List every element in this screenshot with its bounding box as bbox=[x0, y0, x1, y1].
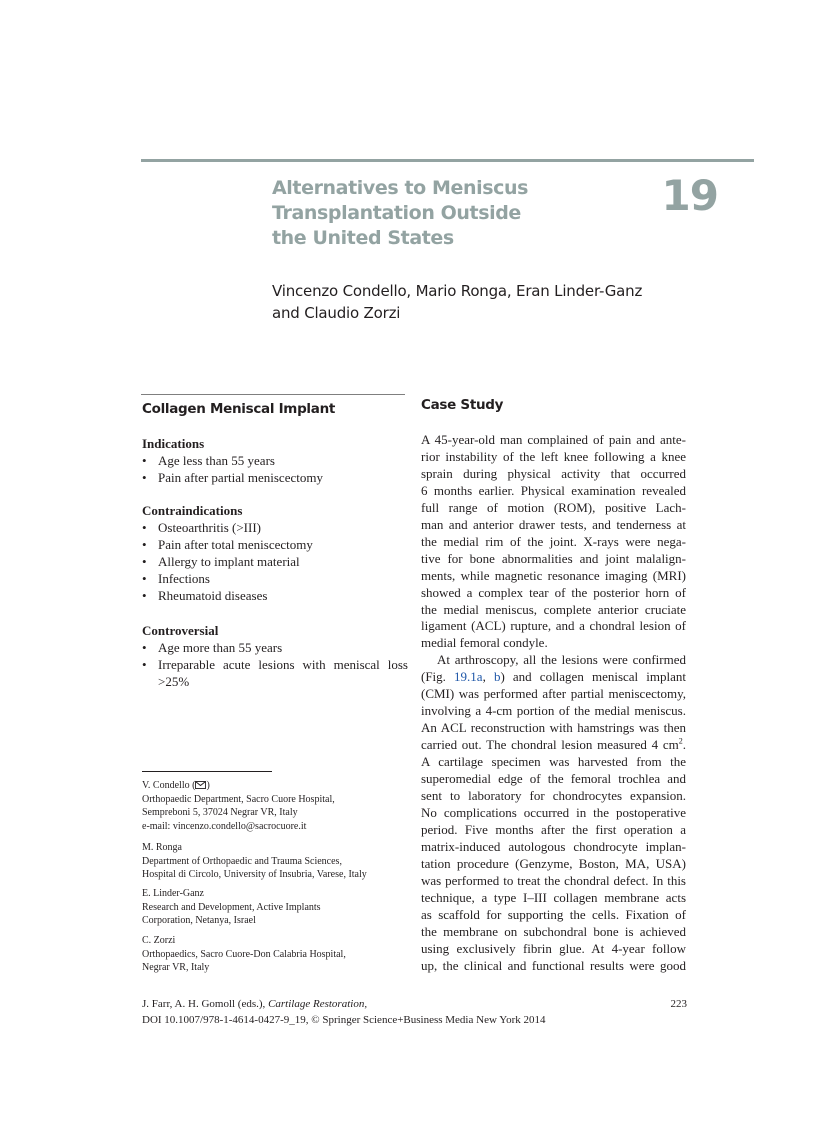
list-item-text: Pain after partial meniscectomy bbox=[158, 470, 323, 485]
text-line: tation procedure (Genzyme, Boston, MA, USA) bbox=[421, 855, 686, 871]
footnote-line: Hospital di Circolo, University of Insubria, Varese, Italy bbox=[142, 869, 367, 880]
controversial-list bbox=[142, 639, 408, 690]
envelope-icon[interactable] bbox=[195, 779, 206, 793]
case-study-heading: Case Study bbox=[421, 397, 504, 413]
text-line: technique, a type I–III collagen membrane acts bbox=[421, 889, 686, 905]
bullet-icon: • bbox=[142, 537, 147, 552]
text-line: rior instability of the left knee following a knee bbox=[421, 448, 686, 464]
text-line: An ACL reconstruction with hamstrings was then bbox=[421, 720, 686, 736]
chapter-title-line: Transplantation Outside bbox=[272, 202, 521, 224]
footer-citation bbox=[142, 996, 687, 1012]
controversial-group bbox=[142, 622, 408, 690]
footnote-line bbox=[142, 779, 417, 793]
text-line: ments, while magnetic resonance imaging (MRI) bbox=[421, 567, 686, 583]
list-item bbox=[142, 519, 408, 536]
list-item-text: Age more than 55 years bbox=[158, 640, 283, 655]
page-number: 223 bbox=[670, 998, 687, 1010]
list-item-text: Irreparable acute lesions with meniscal loss >25% bbox=[158, 657, 408, 689]
text-segment: , bbox=[482, 669, 494, 685]
footnote-line: Orthopaedic Department, Sacro Cuore Hospital, bbox=[142, 793, 335, 805]
text-line: 6 months earlier. Physical examination revealed bbox=[421, 482, 686, 498]
list-item bbox=[142, 452, 408, 469]
authors-line: and Claudio Zorzi bbox=[272, 304, 401, 322]
text-line: At arthroscopy, all the lesions were confirmed bbox=[437, 652, 686, 668]
footnote-line: Research and Development, Active Implants bbox=[142, 901, 321, 913]
bullet-icon: • bbox=[142, 470, 147, 485]
author-name: V. Condello ( bbox=[142, 780, 196, 791]
list-item bbox=[142, 570, 408, 587]
footnote-line: Orthopaedics, Sacro Cuore-Don Calabria Hospital, bbox=[142, 948, 346, 960]
list-item-text: Pain after total meniscectomy bbox=[158, 537, 313, 552]
list-item-text: Rheumatoid diseases bbox=[158, 588, 268, 603]
footnote-line: Negrar VR, Italy bbox=[142, 962, 210, 973]
bullet-icon: • bbox=[142, 520, 147, 535]
text-line: the medial rim of the joint. X-rays were nega- bbox=[421, 533, 686, 549]
text-line: using exclusively fibrin glue. At 4-year follow bbox=[421, 940, 686, 956]
list-item-text: Osteoarthritis (>III) bbox=[158, 520, 261, 535]
list-item bbox=[142, 553, 408, 570]
bullet-icon: • bbox=[142, 571, 147, 586]
bullet-icon: • bbox=[142, 588, 147, 603]
footnote-line: Department of Orthopaedic and Trauma Sciences, bbox=[142, 855, 342, 867]
chapter-title-line: the United States bbox=[272, 227, 454, 249]
footnote-line: Sempreboni 5, 37024 Negrar VR, Italy bbox=[142, 807, 298, 818]
footer-doi: DOI 10.1007/978-1-4614-0427-9_19, © Springer Science+Business Media New York 2014 bbox=[142, 1014, 546, 1026]
citation-book-title: Cartilage Restoration, bbox=[268, 998, 368, 1010]
text-line: as scaffold for supporting the cells. Fixation of bbox=[421, 906, 686, 922]
affiliation-footnote bbox=[142, 887, 417, 928]
chapter-header-rule bbox=[141, 159, 754, 162]
text-line: up, the clinical and functional results were good bbox=[421, 957, 686, 973]
footnote-line: E. Linder-Ganz bbox=[142, 888, 204, 899]
text-line: A cartilage specimen was harvested from the bbox=[421, 754, 686, 770]
text-line: tive for bone abnormalities and joint malalign- bbox=[421, 550, 686, 566]
text-line: man and anterior drawer tests, and tenderness at bbox=[421, 516, 686, 532]
text-segment: . bbox=[682, 737, 686, 753]
text-line: full range of motion (ROM), positive Lach- bbox=[421, 499, 686, 515]
text-segment: ) and collagen meniscal implant bbox=[500, 669, 686, 685]
text-line: showed a complex tear of the posterior horn of bbox=[421, 584, 686, 600]
indications-list bbox=[142, 452, 408, 486]
figure-link[interactable]: 19.1a bbox=[454, 669, 483, 685]
group-heading: Indications bbox=[142, 436, 205, 451]
bullet-icon: • bbox=[142, 640, 147, 655]
chapter-authors bbox=[272, 280, 652, 324]
list-item bbox=[142, 656, 408, 690]
text-line: (CMI) was performed after partial meniscectomy, bbox=[421, 686, 686, 702]
contraindications-list bbox=[142, 519, 408, 604]
list-item-text: Allergy to implant material bbox=[158, 554, 300, 569]
text-line: was performed to treat the chondral defect. In this bbox=[421, 872, 686, 888]
page-footer bbox=[142, 996, 687, 1028]
bullet-icon: • bbox=[142, 657, 147, 672]
footnote-rule bbox=[142, 771, 272, 772]
affiliation-footnote bbox=[142, 779, 417, 833]
bullet-icon: • bbox=[142, 453, 147, 468]
list-item bbox=[142, 587, 408, 604]
footnote-email[interactable]: e-mail: vincenzo.condello@sacrocuore.it bbox=[142, 820, 307, 832]
text-line-with-figure-refs bbox=[421, 669, 686, 686]
text-line: period. Five months after the first operation a bbox=[421, 821, 686, 837]
text-line: the medial meniscus, complete anterior cruciate bbox=[421, 601, 686, 617]
superscript: 2 bbox=[678, 736, 683, 746]
chapter-title-line: Alternatives to Meniscus bbox=[272, 177, 529, 199]
text-line: involving a 4-cm portion of the medial meniscus. bbox=[421, 703, 686, 719]
figure-link[interactable]: b bbox=[493, 669, 501, 685]
footnote-line: M. Ronga bbox=[142, 842, 182, 853]
text-line: No complications occurred in the postoperative bbox=[421, 804, 686, 820]
list-item bbox=[142, 639, 408, 656]
list-item-text: Infections bbox=[158, 571, 210, 586]
text-line-with-superscript bbox=[421, 737, 686, 754]
list-item bbox=[142, 469, 408, 486]
text-line: sprain during physical activity that occurred bbox=[421, 465, 686, 481]
text-line: A 45-year-old man complained of pain and ante- bbox=[421, 432, 686, 447]
sidebar-box-title: Collagen Meniscal Implant bbox=[142, 401, 336, 417]
text-line: medial femoral condyle. bbox=[421, 635, 548, 651]
paren-close: ) bbox=[206, 780, 210, 791]
text-line: ligament (ACL) rupture, and a chondral lesion of bbox=[421, 618, 686, 634]
citation-editors: J. Farr, A. H. Gomoll (eds.), bbox=[142, 998, 269, 1010]
chapter-number: 19 bbox=[661, 171, 718, 220]
group-heading: Contraindications bbox=[142, 503, 243, 518]
list-item-text: Age less than 55 years bbox=[158, 453, 275, 468]
text-segment: carried out. The chondral lesion measured 4 cm bbox=[421, 737, 679, 753]
sidebar-box-rule bbox=[141, 394, 405, 395]
authors-line: Vincenzo Condello, Mario Ronga, Eran Linder-Ganz bbox=[272, 282, 643, 300]
text-line: the membrane on subchondral bone is achieved bbox=[421, 923, 686, 939]
text-segment: (Fig. bbox=[421, 669, 455, 685]
bullet-icon: • bbox=[142, 554, 147, 569]
text-line: matrix-induced autologous chondrocyte implan- bbox=[421, 838, 686, 854]
indications-group bbox=[142, 435, 408, 486]
text-line: sent to laboratory for chondrocytes expansion. bbox=[421, 788, 686, 804]
footnote-line: C. Zorzi bbox=[142, 935, 176, 946]
affiliation-footnote bbox=[142, 841, 417, 882]
footnote-line: Corporation, Netanya, Israel bbox=[142, 915, 256, 926]
text-line: superomedial edge of the femoral trochlea and bbox=[421, 771, 686, 787]
contraindications-group bbox=[142, 502, 408, 604]
group-heading: Controversial bbox=[142, 623, 219, 638]
list-item bbox=[142, 536, 408, 553]
chapter-title bbox=[272, 176, 572, 251]
case-study-body bbox=[421, 432, 686, 975]
affiliation-footnote bbox=[142, 934, 417, 975]
